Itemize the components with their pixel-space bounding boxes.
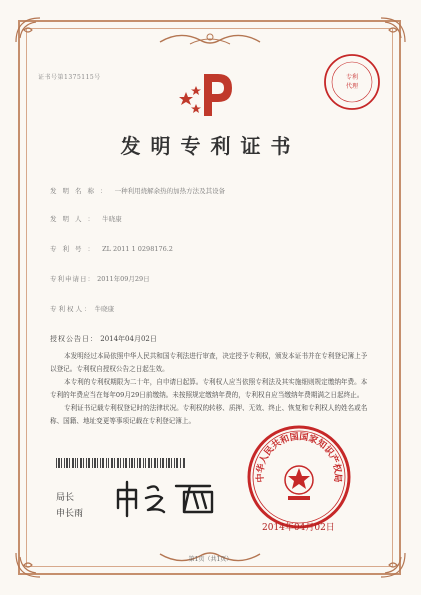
certificate-body: [50, 350, 370, 428]
page-number: 第1页（共1页）: [188, 556, 233, 563]
filing-date-label: 专利申请日：: [50, 275, 95, 283]
agency-stamp-icon: [322, 52, 382, 112]
director-signature-icon: [112, 478, 222, 518]
svg-text:专利: 专利: [345, 74, 359, 81]
corner-ornament-icon: [379, 16, 407, 44]
invention-name-value: 一种利用烧解余热的加热方法及其设备: [114, 187, 226, 195]
body-paragraph: 专利证书记载专利权登记时的法律状况。专利权的转移、质押、无效、终止、恢复和专利权人的姓名或名称、国籍、地址变更等事项记载在专利登记簿上。: [50, 404, 368, 425]
patent-number-label: 专利号：: [50, 245, 100, 253]
director-name: 申长雨: [56, 509, 84, 519]
invention-name-label: 发明名称：: [50, 187, 113, 195]
patentee-value: 牛晓康: [94, 305, 115, 313]
grant-date-value: 2014年04月02日: [100, 335, 157, 343]
body-paragraph: 本专利的专利权期限为二十年，自申请日起算。专利权人应当依照专利法及其实施细则规定缴纳年费。本专利的年费应当在每年09月29日前缴纳。未按照规定缴纳年费的，专利权自应当缴纳年费期满之日起终止。: [50, 378, 368, 399]
seal-date: 2014年04月02日: [262, 523, 335, 533]
filing-date-value: 2011年09月29日: [97, 275, 150, 283]
body-paragraph: 本发明经过本局依照中华人民共和国专利法进行审查，决定授予专利权，颁发本证书并在专利登记簿上予以登记。专利权自授权公告之日起生效。: [50, 352, 368, 373]
patent-number-row: [50, 244, 173, 253]
official-seal-icon: [244, 422, 354, 532]
patentee-label: 专利权人：: [50, 305, 93, 313]
corner-ornament-icon: [14, 16, 42, 44]
director-title: 局长: [56, 493, 75, 503]
invention-name-row: [50, 186, 225, 195]
inventor-row: [50, 214, 122, 223]
patent-number-value: ZL 2011 1 0298176.2: [102, 245, 173, 253]
sipo-logo-icon: [178, 70, 238, 120]
inventor-value: 牛晓康: [102, 215, 122, 223]
patentee-row: [50, 304, 114, 313]
inventor-label: 发明人：: [50, 215, 100, 223]
certificate-title: 发明专利证书: [120, 134, 301, 158]
filing-date-row: [50, 274, 150, 283]
grant-date-row: [50, 334, 157, 344]
seal-text: 中华人民共和国国家知识产权局: [255, 432, 343, 483]
svg-text:代理: 代理: [345, 83, 359, 90]
certificate-number: 证书号第1375115号: [38, 74, 101, 81]
top-ornament-icon: [150, 28, 270, 50]
barcode-icon: [56, 458, 186, 468]
grant-date-label: 授权公告日：: [50, 335, 98, 343]
